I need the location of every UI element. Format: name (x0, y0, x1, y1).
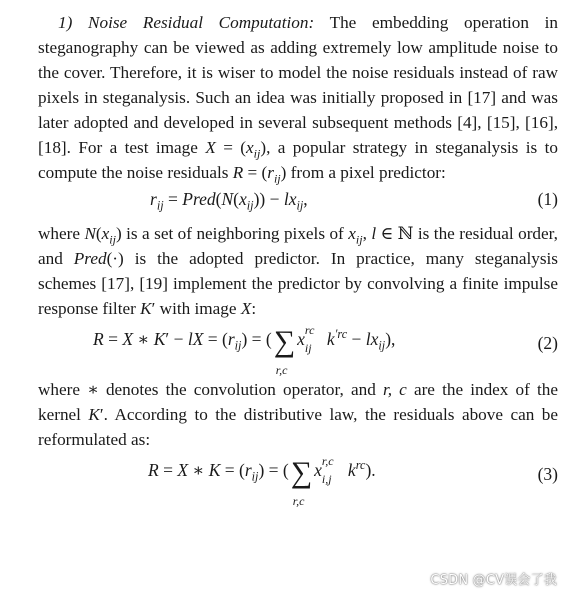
equation-1-body: $r_{ij}$ = $Pred(N(x_{ij})) - lx_{ij}$, (150, 189, 308, 213)
summation-symbol: ∑ r,c (273, 325, 296, 377)
equation-2 (38, 321, 558, 377)
paragraph-predictor: where $N(x_{ij})$ is a set of neighboring pixels of $x_{ij}$, l ∈ ℕ is the residual order, and Pred(·) is the adopted predictor. In practice, many steganalysis schemes [17], [19] implement the predictor by convolving a finite impulse response filter K′ with image X: (38, 224, 558, 318)
paper-section (38, 10, 558, 508)
equation-1-number: (1) (537, 189, 558, 209)
equation-3-body: R = X ∗ $K = (r_{ij})$ = (∑ r,c x r,c i,j $k^{rc}$). (148, 453, 376, 508)
equation-1 (38, 185, 558, 221)
equation-2-number: (2) (537, 333, 558, 353)
equation-3-number: (3) (537, 464, 558, 484)
summation-symbol: ∑ r,c (290, 456, 313, 508)
paragraph-distributive: where ∗ denotes the convolution operator, and r, c are the index of the kernel K′. According to the distributive law, the residuals above can be reformulated as: (38, 380, 558, 449)
csdn-watermark: CSDN @CV误会了我 (430, 573, 557, 588)
subsection-heading: 1) Noise Residual Computation: (58, 13, 315, 32)
paragraph-intro: 1) Noise Residual Computation: The embedding operation in steganography can be viewed as adding extremely low amplitude noise to the cover. Therefore, it is wiser to model the noise residuals instead of raw pixels in steganalysis. Such an idea was initially proposed in [17] and was later adopted and developed in several subsequent methods [4], [15], [16], [18]. For a test image $X = (x_{ij})$, a popular strategy in steganalysis is to compute the noise residuals $R = (r_{ij})$ from a pixel predictor: (38, 13, 559, 186)
equation-2-body: R = X ∗ K′ − lX = $(r_{ij})$ = (∑ r,c x rc ij $k^{'rc} - lx_{ij}$), (93, 322, 396, 377)
equation-3 (38, 452, 558, 508)
